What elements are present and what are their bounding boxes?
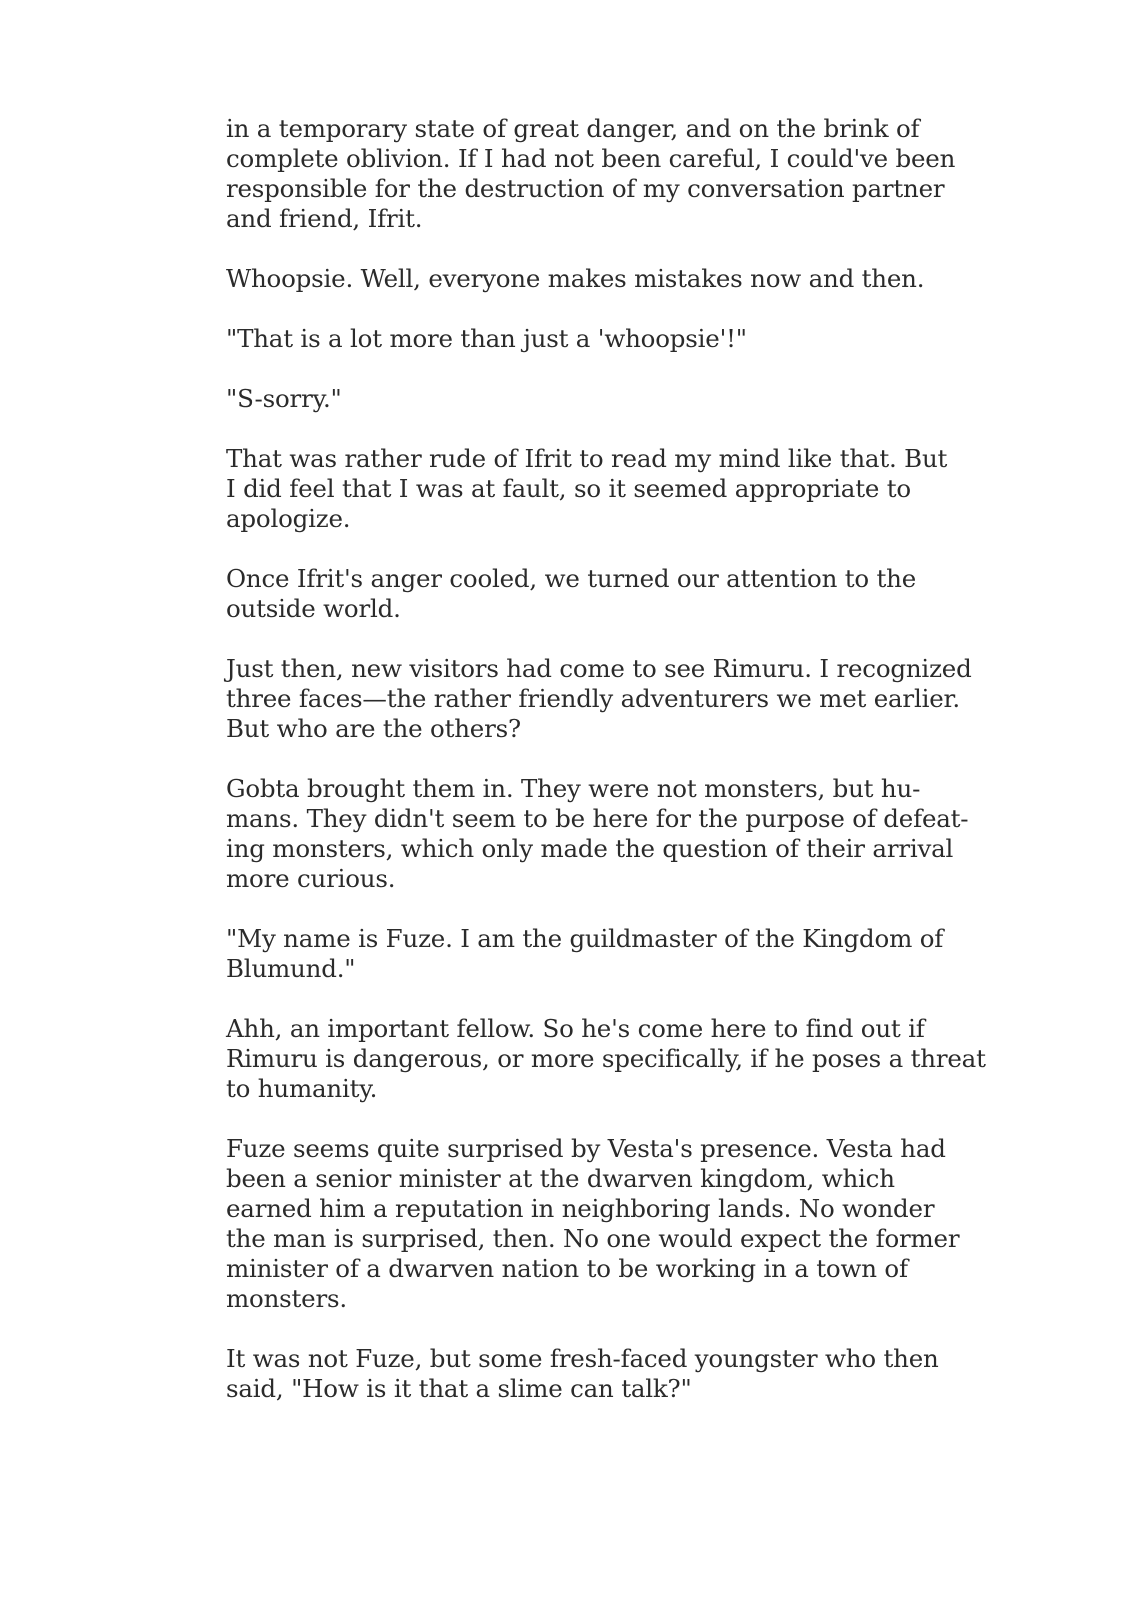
- text-line: Ahh, an important fellow. So he's come here to find out if: [226, 1014, 925, 1043]
- text-line: and friend, Ifrit.: [226, 204, 423, 233]
- text-line: "S-sorry.": [226, 384, 342, 413]
- text-line: said, "How is it that a slime can talk?": [226, 1374, 692, 1403]
- paragraph-6: [226, 564, 917, 624]
- text-line: Rimuru is dangerous, or more specifically, if he poses a threat: [226, 1044, 986, 1073]
- paragraph-3: [226, 324, 906, 354]
- paragraph-9: [226, 924, 944, 984]
- document-page: [226, 114, 986, 1434]
- text-line: Once Ifrit's anger cooled, we turned our attention to the: [226, 564, 917, 593]
- paragraph-11: [226, 1134, 960, 1314]
- paragraph-10: [226, 1014, 986, 1104]
- text-line: been a senior minister at the dwarven kingdom, which: [226, 1164, 895, 1193]
- text-line: I did feel that I was at fault, so it seemed appropriate to: [226, 474, 911, 503]
- paragraph-1: [226, 114, 956, 234]
- text-line: Blumund.": [226, 954, 356, 983]
- paragraph-4: [226, 384, 906, 414]
- text-line: more curious.: [226, 864, 396, 893]
- text-line: Just then, new visitors had come to see Rimuru. I recognized: [226, 654, 972, 683]
- text-line: to humanity.: [226, 1074, 378, 1103]
- text-line: That was rather rude of Ifrit to read my mind like that. But: [226, 444, 948, 473]
- text-line: It was not Fuze, but some fresh-faced youngster who then: [226, 1344, 939, 1373]
- text-line: apologize.: [226, 504, 351, 533]
- text-line: in a temporary state of great danger, and on the brink of: [226, 114, 920, 143]
- paragraph-5: [226, 444, 948, 534]
- text-line: Whoopsie. Well, everyone makes mistakes now and then.: [226, 264, 925, 293]
- paragraph-2: [226, 264, 925, 294]
- text-line: Gobta brought them in. They were not monsters, but hu-: [226, 774, 921, 803]
- text-line: the man is surprised, then. No one would expect the former: [226, 1224, 960, 1253]
- text-line: minister of a dwarven nation to be working in a town of: [226, 1254, 908, 1283]
- text-line: responsible for the destruction of my conversation partner: [226, 174, 945, 203]
- text-line: "That is a lot more than just a 'whoopsie'!": [226, 324, 747, 353]
- text-line: mans. They didn't seem to be here for the purpose of defeat-: [226, 804, 969, 833]
- text-line: complete oblivion. If I had not been careful, I could've been: [226, 144, 956, 173]
- paragraph-7: [226, 654, 972, 744]
- text-line: "My name is Fuze. I am the guildmaster of the Kingdom of: [226, 924, 944, 953]
- paragraph-8: [226, 774, 969, 894]
- text-line: Fuze seems quite surprised by Vesta's presence. Vesta had: [226, 1134, 946, 1163]
- text-line: outside world.: [226, 594, 401, 623]
- text-line: three faces—the rather friendly adventurers we met earlier.: [226, 684, 960, 713]
- text-line: monsters.: [226, 1284, 347, 1313]
- text-line: earned him a reputation in neighboring lands. No wonder: [226, 1194, 935, 1223]
- text-line: ing monsters, which only made the question of their arrival: [226, 834, 954, 863]
- paragraph-12: [226, 1344, 939, 1404]
- text-line: But who are the others?: [226, 714, 521, 743]
